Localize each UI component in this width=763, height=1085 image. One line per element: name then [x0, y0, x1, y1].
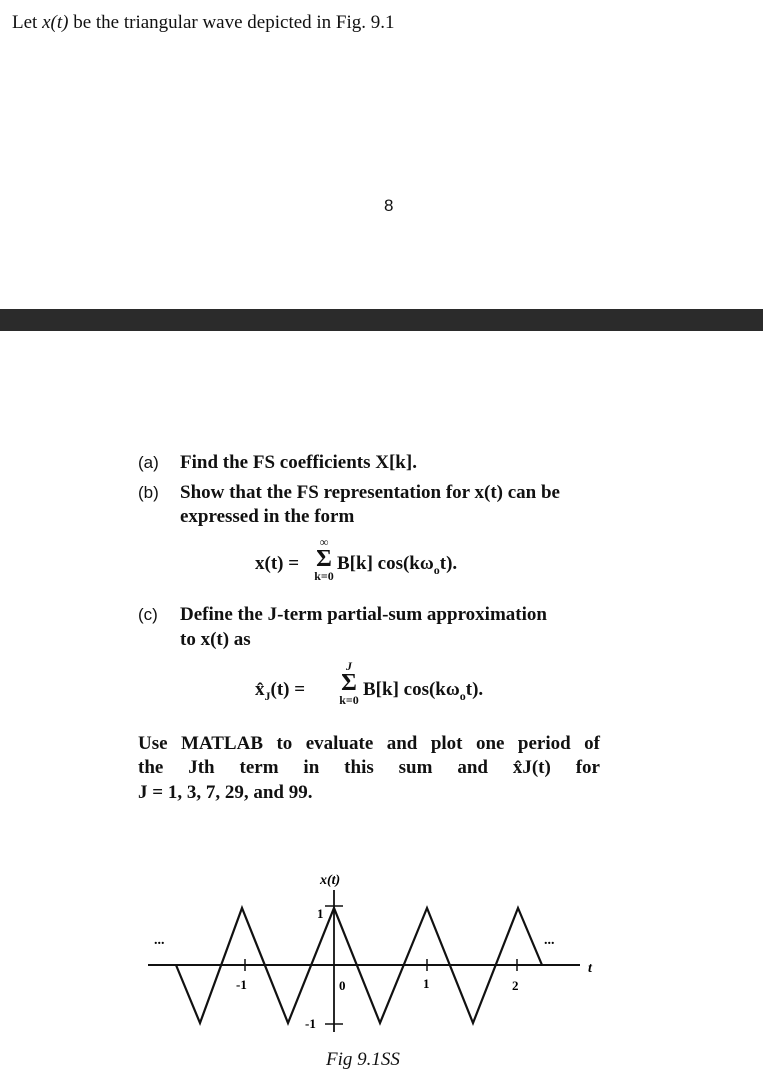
eq2-subscript: o	[459, 688, 466, 703]
eq1-rhs-text: B[k] cos(kω	[337, 553, 434, 574]
eq2-xhat: x̂	[255, 679, 265, 700]
part-b	[138, 482, 560, 504]
eq1-sum-top: ∞	[319, 535, 329, 549]
intro-prefix: Let	[12, 12, 43, 33]
x-tick-label-1: 1	[423, 976, 430, 991]
y-axis-label: x(t)	[320, 873, 341, 888]
part-b-line2: expressed in the form	[180, 506, 355, 527]
intro-text	[12, 12, 395, 34]
page-number: 8	[384, 196, 394, 215]
part-c-line1: Define the J-term partial-sum approximation	[180, 604, 547, 625]
equation-2	[255, 679, 305, 704]
matlab-line3: J = 1, 3, 7, 29, and 99.	[138, 782, 313, 803]
equation-1	[255, 553, 299, 575]
part-c-line2: to x(t) as	[180, 629, 251, 650]
eq2-lhs-rest: (t) =	[270, 679, 306, 700]
ellipsis-left: ...	[154, 933, 165, 948]
eq2-rhs	[363, 679, 483, 704]
sigma-icon: Σ	[341, 670, 357, 696]
figure-caption: Fig 9.1SS	[326, 1049, 400, 1070]
matlab-line1: Use MATLAB to evaluate and plot one period of	[138, 733, 600, 754]
intro-math: x(t)	[42, 12, 69, 33]
eq1-sum	[312, 536, 336, 582]
eq2-rhs-text: B[k] cos(kω	[363, 679, 460, 700]
eq1-rhs	[337, 553, 457, 578]
part-b-line1: Show that the FS representation for x(t) can be	[180, 482, 560, 503]
part-c-label: (c)	[138, 605, 158, 624]
sigma-icon: Σ	[316, 546, 332, 572]
separator-bar	[0, 309, 763, 331]
part-a	[138, 452, 417, 474]
eq2-sum-top: J	[346, 659, 352, 673]
part-a-text: Find the FS coefficients X[k].	[180, 452, 417, 473]
eq1-sum-bottom: k=0	[314, 569, 334, 583]
x-tick-label-neg1: -1	[236, 977, 247, 992]
t-axis-label: t	[588, 961, 592, 976]
eq1-subscript: o	[433, 562, 440, 577]
x-tick-label-0: 0	[339, 978, 346, 993]
y-tick-label-neg1: -1	[305, 1016, 316, 1031]
eq2-sum	[337, 660, 361, 706]
y-tick-label-1: 1	[317, 906, 324, 921]
intro-suffix: be the triangular wave depicted in Fig. 9.1	[68, 12, 395, 33]
x-tick-label-2: 2	[512, 978, 519, 993]
ellipsis-right: ...	[544, 933, 555, 948]
eq2-end: t).	[465, 679, 484, 700]
eq1-lhs: x(t) =	[255, 553, 300, 574]
triangular-wave-figure	[140, 860, 610, 1040]
part-b-label: (b)	[138, 483, 159, 502]
eq1-end: t).	[439, 553, 458, 574]
part-c	[138, 604, 547, 626]
eq2-lhs-sub: J	[264, 688, 271, 703]
matlab-line2: the Jth term in this sum and x̂J(t) for	[138, 757, 600, 778]
part-a-label: (a)	[138, 453, 159, 472]
eq2-sum-bottom: k=0	[339, 693, 359, 707]
